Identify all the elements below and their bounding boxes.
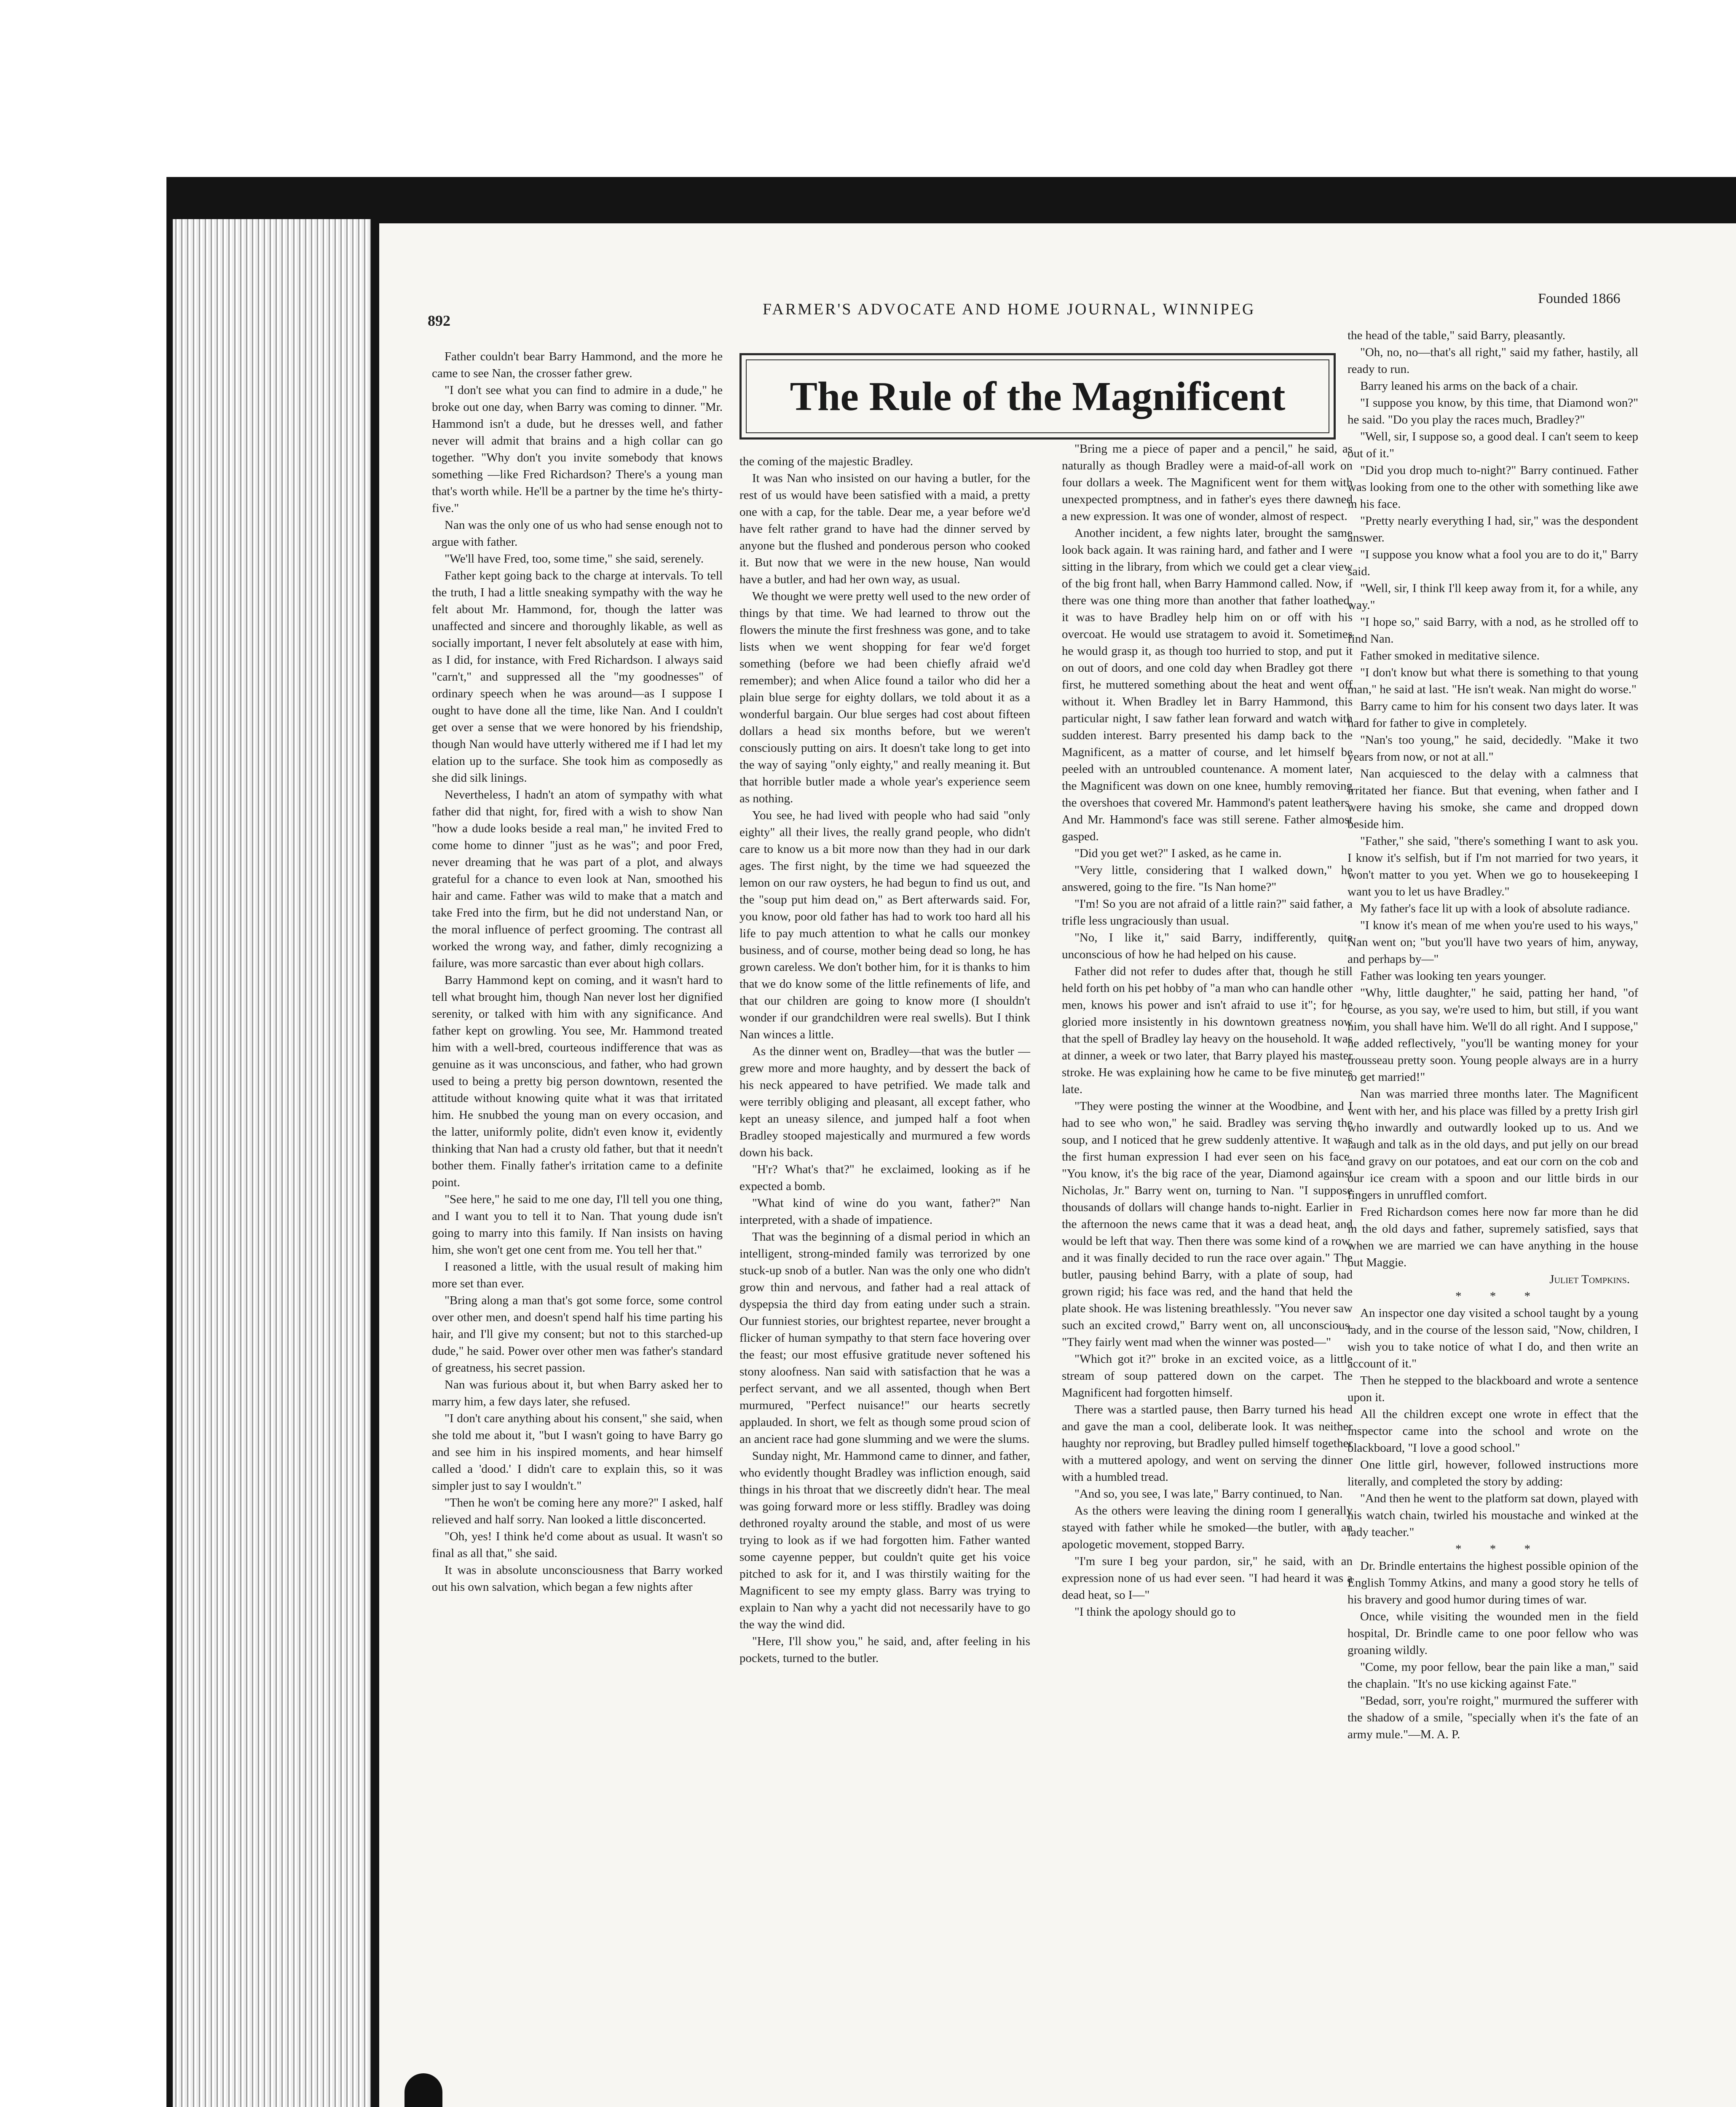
paragraph: "Then he won't be coming here any more?" I asked, half relieved and half sorry. Nan looked a little disconcerted. bbox=[432, 1496, 723, 1526]
section-divider: * * * bbox=[1455, 1542, 1543, 1556]
paragraph: Fred Richardson comes here now far more than he did in the old days and father, supremely satisfied, says that when we are married we can have anything in the house but Maggie. bbox=[1348, 1205, 1638, 1269]
paragraph: We thought we were pretty well used to the new order of things by that time. We had learned to throw out the flowers the minute the first freshness was gone, and to take lists when we went shopping for fear we'd forget something (before we had been chiefly afraid we'd remember); and when Alice found a tailor who did her a plain blue serge for eighty dollars, we told about it as a wonderful bargain. Our blue serges had cost about fifteen dollars a head six months before, but we weren't consciously putting on airs. It doesn't take long to get into the way of saying "only eighty," and really meaning it. But that horrible butler made a whole year's experience seem as nothing. bbox=[739, 590, 1030, 805]
paragraph: "I suppose you know, by this time, that Diamond won?" he said. "Do you play the races much, Bradley?" bbox=[1348, 396, 1638, 426]
paragraph: Nevertheless, I hadn't an atom of sympathy with what father did that night, for, fired with a wish to show Nan "how a dude looks beside a real man," he invited Fred to come home to dinner "just as he was"; and poor Fred, never dreaming that he was part of a plot, and always grateful for a chance to even look at Nan, smoothed his hair and came. Father was wild to make that a match and take Fred into the firm, but he did not understand Nan, or the moral influence of perfect grooming. The contrast all worked the wrong way, and father, dimly recognizing a failure, was more sarcastic than ever about high collars. bbox=[432, 788, 723, 970]
paragraph: "H'r? What's that?" he exclaimed, looking as if he expected a bomb. bbox=[739, 1163, 1030, 1193]
paragraph: "Well, sir, I think I'll keep away from it, for a while, any way." bbox=[1348, 582, 1638, 612]
founded-note: Founded 1866 bbox=[1538, 291, 1621, 306]
story-title-box bbox=[739, 353, 1336, 440]
binding-clip bbox=[405, 2073, 442, 2107]
paragraph: Nan acquiesced to the delay with a calmness that irritated her fiance. But that evening, when father and I were having his smoke, she came and dropped down beside him. bbox=[1348, 767, 1638, 831]
paragraph: You see, he had lived with people who had said "only eighty" all their lives, the really grand people, who didn't care to know us a bit more now than they had in our dark ages. The first night, by the time we had squeezed the lemon on our raw oysters, he had begun to find us out, and the "soup put him dead on," as Bert afterwards said. For, you know, poor old father has had to work too hard all his life to pay much attention to what he calls our monkey business, and of course, mother being dead so long, he has grown careless. We don't bother him, for it is thanks to him that we do know some of the little refinements of life, and that our children are going to know more (I shouldn't wonder if our grandchildren were real swells). But I think Nan winces a little. bbox=[739, 809, 1030, 1041]
paragraph: Barry Hammond kept on coming, and it wasn't hard to tell what brought him, though Nan never lost her dignified serenity, or talked with him with any significance. And father kept on growling. You see, Mr. Hammond treated him with a well-bred, courteous indifference that was as genuine as it was unconscious, and father, who had grown used to being a pretty big person downtown, resented the attitude without knowing quite what it was that irritated him. He snubbed the young man on every occasion, and the latter, uniformly polite, didn't even know it, evidently thinking that Nan had a crusty old father, but that it needn't bother them. Finally father's irritation came to a definite point. bbox=[432, 973, 723, 1189]
paragraph: Nan was furious about it, but when Barry asked her to marry him, a few days later, she refused. bbox=[432, 1378, 723, 1408]
paragraph: "I don't see what you can find to admire in a dude," he broke out one day, when Barry was coming to dinner. "Mr. Hammond isn't a dude, but he dresses well, and father never will admit that brains and a high collar can go together. "Why don't you invite somebody that knows something —like Fred Richardson? There's a young man that's worth while. He'll be a partner by the time he's thirty-five." bbox=[432, 383, 723, 515]
running-title: FARMER'S ADVOCATE AND HOME JOURNAL, WINNIPEG bbox=[763, 300, 1256, 318]
column-2 bbox=[739, 453, 1030, 2096]
paragraph: "Oh, no, no—that's all right," said my father, hastily, all ready to run. bbox=[1348, 346, 1638, 376]
paragraph: "See here," he said to me one day, I'll tell you one thing, and I want you to tell it to Nan. That young dude isn't going to marry into this family. If Nan insists on having him, she won't get one cent from me. You tell her that." bbox=[432, 1193, 723, 1257]
paragraph: "Nan's too young," he said, decidedly. "Make it two years from now, or not at all." bbox=[1348, 733, 1638, 764]
paragraph: One little girl, however, followed instructions more literally, and completed the story by adding: bbox=[1348, 1458, 1638, 1488]
paragraph: "Bedad, sorr, you're roight," murmured the sufferer with the shadow of a smile, "specially when it's the fate of an army mule."—M. A. P. bbox=[1348, 1694, 1638, 1741]
paragraph: "We'll have Fred, too, some time," she said, serenely. bbox=[445, 552, 704, 566]
paragraph: Father kept going back to the charge at intervals. To tell the truth, I had a little sneaking sympathy with the way he felt about Mr. Hammond, for, though the latter was unaffected and sincere and thoroughly likable, as well as socially important, I never felt absolutely at ease with him, as I did, for instance, with Fred Richardson. I always said "carn't," and suppressed all the "my goodnesses" of ordinary speech when he was around—as I suppose I ought to have done all the time, like Nan. And I couldn't get over a sense that we were honored by his friendship, though Nan would have utterly withered me if I had let my elation up to the surface. She took him as composedly as she did silk linings. bbox=[432, 569, 723, 785]
paragraph: Father couldn't bear Barry Hammond, and the more he came to see Nan, the crosser father grew. bbox=[432, 350, 723, 380]
paragraph: "Did you get wet?" I asked, as he came in. bbox=[1074, 847, 1282, 860]
paragraph: Father was looking ten years younger. bbox=[1360, 969, 1546, 983]
paragraph: "Here, I'll show you," he said, and, after feeling in his pockets, turned to the butler. bbox=[739, 1635, 1030, 1665]
paragraph: "No, I like it," said Barry, indifferently, quite unconscious of how he had helped on his cause. bbox=[1062, 931, 1353, 961]
paragraph: All the children except one wrote in effect that the inspector came into the school and wrote on the blackboard, "I love a good school." bbox=[1348, 1407, 1638, 1455]
paragraph: "Well, sir, I suppose so, a good deal. I can't seem to keep out of it." bbox=[1348, 430, 1638, 460]
paragraph: An inspector one day visited a school taught by a young lady, and in the course of the lesson said, "Now, children, I wish you to take notice of what I do, and then write an account of it." bbox=[1348, 1306, 1638, 1370]
column-1 bbox=[432, 348, 723, 2101]
paragraph: "I think the apology should go to bbox=[1074, 1605, 1236, 1619]
column-4 bbox=[1348, 327, 1638, 2107]
paragraph: Sunday night, Mr. Hammond came to dinner, and father, who evidently thought Bradley was infliction enough, said things in his throat that we discreetly didn't hear. The meal was going forward more or less stiffly. Bradley was doing dethroned royalty around the stable, and most of us were trying to look as if we had forgotten him. Father wanted some cayenne pepper, but couldn't quite get his voice pitched to ask for it, and I was thirstily waiting for the Magnificent to see my empty glass. Barry was trying to explain to Nan why a yacht did not necessarily have to go the way the wind did. bbox=[739, 1449, 1030, 1631]
paragraph: "What kind of wine do you want, father?" Nan interpreted, with a shade of impatience. bbox=[739, 1196, 1030, 1227]
paragraph: There was a startled pause, then Barry turned his head and gave the man a cool, deliberate look. It was neither haughty nor reproving, but Bradley pulled himself together with a muttered apology, and went on serving the dinner with a humbled tread. bbox=[1062, 1403, 1353, 1484]
story-title: The Rule of the Magnificent bbox=[790, 373, 1286, 419]
paragraph: "Father," she said, "there's something I want to ask you. I know it's selfish, but if I'm not married for two years, it won't matter to you yet. When we go to housekeeping I want you to let us have Bradley." bbox=[1348, 834, 1638, 898]
paragraph: "I suppose you know what a fool you are to do it," Barry said. bbox=[1348, 548, 1638, 578]
paragraph: "And so, you see, I was late," Barry continued, to Nan. bbox=[1074, 1487, 1343, 1501]
paragraph: "Pretty nearly everything I had, sir," was the despondent answer. bbox=[1348, 514, 1638, 544]
paragraph: "I don't care anything about his consent," she said, when she told me about it, "but I wasn't going to have Barry go and see him in his inspired moments, and hear himself called a 'dood.' I didn't care to explain this, so it was simpler just to say I wouldn't." bbox=[432, 1412, 723, 1493]
paragraph: I reasoned a little, with the usual result of making him more set than ever. bbox=[432, 1260, 723, 1290]
paragraph: As the dinner went on, Bradley—that was the butler — grew more and more haughty, and by dessert the back of his neck appeared to have petrified. We made talk and were terribly obliging and pleasant, all except father, who kept an uneasy silence, and jumped half a foot when Bradley stooped majestically and murmured a few words down his back. bbox=[739, 1045, 1030, 1159]
paragraph: Another incident, a few nights later, brought the same look back again. It was raining hard, and father and I were sitting in the library, from which we could get a clear view of the big front hall, when Barry Hammond called. Now, if there was one thing more than another that father loathed, it was to have Bradley help him on or off with his overcoat. He would use stratagem to avoid it. Sometimes he would grasp it, as though too hurried to stop, and put it on out of doors, and one cold day when Bradley got there first, he muttered something about the heat and went off without it. When Bradley let in Barry Hammond, this particular night, I saw father lean forward and watch with sudden interest. Barry presented his damp back to the Magnificent, as a matter of course, and let himself be peeled with an untroubled countenance. A moment later, the Magnificent was down on one knee, humbly removing the overshoes that covered Mr. Hammond's patent leathers. And Mr. Hammond's face was still serene. Father almost gasped. bbox=[1062, 526, 1353, 843]
paragraph: "Come, my poor fellow, bear the pain like a man," said the chaplain. "It's no use kicking against Fate." bbox=[1348, 1660, 1638, 1691]
paragraph: "I know it's mean of me when you're used to his ways," Nan went on; "but you'll have two years of him, anyway, and perhaps by—" bbox=[1348, 919, 1638, 966]
book-page-edges bbox=[173, 219, 371, 2107]
page-number: 892 bbox=[428, 312, 450, 329]
paragraph: That was the beginning of a dismal period in which an intelligent, strong-minded family was terrorized by one stuck-up snob of a butler. Nan was the only one who didn't grow thin and nervous, and father had a real attack of dyspepsia the third day from eating under such a strain. Our funniest stories, our brightest repartee, never brought a flicker of human sympathy to that stern face hovering over the feast; our most effusive gratitude never softened his stony aloofness. Nan said with satisfaction that he was a perfect servant, and we all assented, though when Bert murmured, "Perfect nuisance!" our hearts secretly applauded. In short, we felt as though some proud scion of an ancient race had gone slumming and we were the slums. bbox=[739, 1230, 1030, 1446]
paragraph: "Did you drop much to-night?" Barry continued. Father was looking from one to the other with something like awe in his face. bbox=[1348, 464, 1638, 511]
paragraph: Once, while visiting the wounded men in the field hospital, Dr. Brindle came to one poor fellow who was groaning wildly. bbox=[1348, 1610, 1638, 1657]
paragraph: "Oh, yes! I think he'd come about as usual. It wasn't so final as all that," she said. bbox=[432, 1530, 723, 1560]
paragraph: "Bring along a man that's got some force, some control over other men, and doesn't spend half his time parting his hair, and I'll give my consent; but not to this starched-up dude," he said. Power over other men was father's standard of greatness, his secret passion. bbox=[432, 1294, 723, 1375]
section-divider: * * * bbox=[1455, 1289, 1543, 1303]
paragraph: As the others were leaving the dining room I generally stayed with father while he smoked—the butler, with an apologetic movement, stopped Barry. bbox=[1062, 1504, 1353, 1551]
paragraph: the coming of the majestic Bradley. bbox=[739, 455, 914, 468]
paragraph: "I don't know but what there is something to that young man," he said at last. "He isn't weak. Nan might do worse." bbox=[1348, 666, 1638, 696]
paragraph: It was in absolute unconsciousness that Barry worked out his own salvation, which began a few nights after bbox=[432, 1563, 723, 1594]
paragraph: It was Nan who insisted on our having a butler, for the rest of us would have been satisfied with a maid, a pretty one with a cap, for the table. Dear me, a year before we'd have felt rather grand to have had the dinner served by anyone but the flushed and ponderous person who cooked it. But now that we were in the new house, Nan would have a butler, and had her own way, as usual. bbox=[739, 472, 1030, 586]
paragraph: Dr. Brindle entertains the highest possible opinion of the English Tommy Atkins, and many a good story he tells of his bravery and good humor during times of war. bbox=[1348, 1559, 1638, 1606]
paragraph: "Why, little daughter," he said, patting her hand, "of course, as you say, we're used to him, but still, if you want him, you shall have him. We'll do all right. And I suppose," he added reflectively, "you'll be wanting money for your trousseau pretty soon. Young people always are in a hurry to get married!" bbox=[1348, 986, 1638, 1084]
paragraph: "I'm! So you are not afraid of a little rain?" said father, a trifle less ungraciously than usual. bbox=[1062, 897, 1353, 928]
paragraph: Nan was married three months later. The Magnificent went with her, and his place was filled by a pretty Irish girl who inwardly and outwardly looked up to us. And we laugh and talk as in the old days, and put jelly on our bread and gravy on our potatoes, and eat our corn on the cob and our ice cream with a spoon and our little birds in our fingers in unruffled comfort. bbox=[1348, 1087, 1638, 1202]
paragraph: Father smoked in meditative silence. bbox=[1360, 649, 1540, 662]
paragraph: Then he stepped to the blackboard and wrote a sentence upon it. bbox=[1348, 1374, 1638, 1404]
paragraph: Barry leaned his arms on the back of a chair. bbox=[1360, 379, 1578, 393]
paragraph: the head of the table," said Barry, pleasantly. bbox=[1348, 329, 1566, 342]
paragraph: "I hope so," said Barry, with a nod, as he strolled off to find Nan. bbox=[1348, 615, 1638, 646]
paragraph: "I'm sure I beg your pardon, sir," he said, with an expression none of us had ever seen. "I had heard it was a dead heat, so I—" bbox=[1062, 1555, 1353, 1602]
paragraph: Nan was the only one of us who had sense enough not to argue with father. bbox=[432, 518, 723, 549]
column-3 bbox=[1062, 440, 1353, 2096]
paragraph: "Very little, considering that I walked down," he answered, going to the fire. "Is Nan home?" bbox=[1062, 863, 1353, 894]
paragraph: "And then he went to the platform sat down, played with his watch chain, twirled his moustache and winked at the lady teacher." bbox=[1348, 1492, 1638, 1539]
paragraph: "Which got it?" broke in an excited voice, as a little stream of soup pattered down on the carpet. The Magnificent had forgotten himself. bbox=[1062, 1352, 1353, 1399]
paragraph: "They were posting the winner at the Woodbine, and I had to see who won," he said. Bradley was serving the soup, and I noticed that he grew suddenly attentive. It was the first human expression I had ever seen on his face. "You know, it's the big race of the year, Diamond against Nicholas, Jr." Barry went on, turning to Nan. "I suppose thousands of dollars will change hands to-night. Earlier in the afternoon the news came that it was a dead heat, and would be left that way. Then there was some kind of a row, and it was finally decided to run the race over again." The butler, pausing behind Barry, with a plate of soup, had grown rigid; his face was red, and the hand that held the plate shook. He was listening breathlessly. "You never saw such an excited crowd," Barry went on, all unconscious. "They fairly went mad when the winner was posted—" bbox=[1062, 1099, 1353, 1349]
paragraph: "Bring me a piece of paper and a pencil," he said, as naturally as though Bradley were a maid-of-all work on four dollars a week. The Magnificent went for them with unexpected promptness, and in father's eyes there dawned a new expression. It was one of wonder, almost of respect. bbox=[1062, 442, 1353, 523]
paragraph: Barry came to him for his consent two days later. It was hard for father to give in completely. bbox=[1348, 700, 1638, 730]
paragraph: Father did not refer to dudes after that, though he still held forth on his pet hobby of "a man who can handle other men, knows his power and isn't afraid to use it"; for he gloried more insistently in his downtown greatness now that the spell of Bradley lay heavy on the household. It was at dinner, a week or two later, that Barry played his master stroke. He was explaining how he came to be five minutes late. bbox=[1062, 965, 1353, 1096]
paragraph: My father's face lit up with a look of absolute radiance. bbox=[1360, 902, 1630, 915]
author-signature: Juliet Tompkins. bbox=[1549, 1273, 1630, 1286]
